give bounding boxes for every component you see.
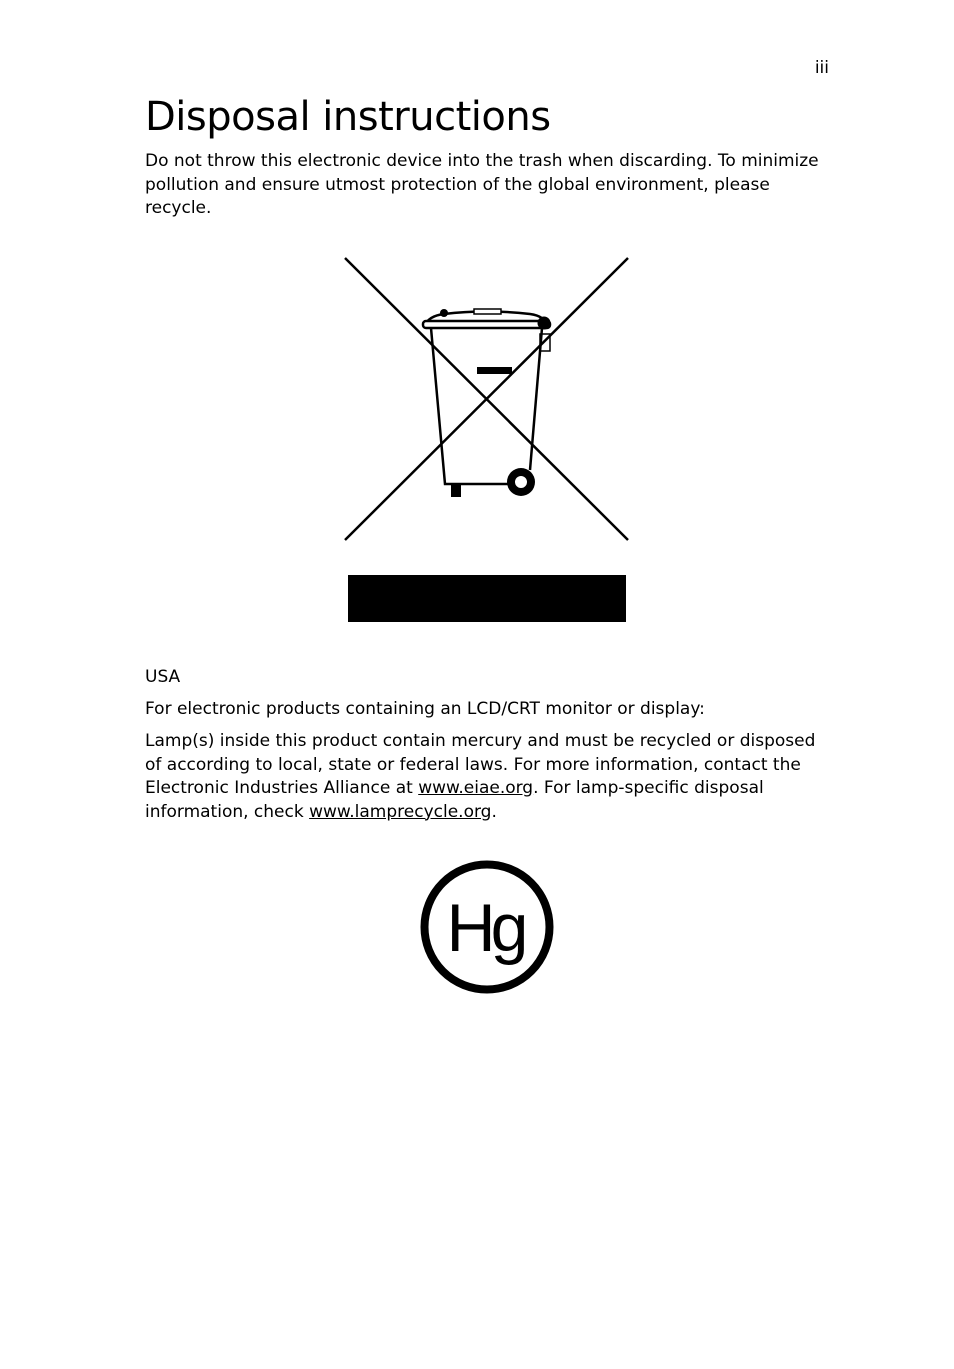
lamp-text-part-3: . bbox=[491, 801, 497, 822]
region-label: USA bbox=[145, 667, 181, 687]
lamp-text-part-2: . For lamp-specific disposal information, check bbox=[145, 778, 764, 822]
mercury-hg-label: Hg bbox=[446, 890, 524, 966]
mercury-hg-icon bbox=[417, 857, 557, 997]
lamp-text-part-1: Lamp(s) inside this product contain mercury and must be recycled or disposed of according to local, state or federal laws. For more information, contact the Electronic Industries Alliance at bbox=[145, 731, 816, 798]
eiae-link[interactable]: www.eiae.org bbox=[418, 778, 534, 798]
mercury-lamp-note bbox=[145, 730, 835, 824]
crossed-out-wheeled-bin-icon bbox=[340, 252, 635, 628]
page-number: iii bbox=[814, 58, 829, 78]
intro-paragraph: Do not throw this electronic device into the trash when discarding. To minimize pollution and ensure utmost protection of the global environment, please recycle. bbox=[145, 151, 819, 218]
lcd-crt-note: For electronic products containing an LCD/CRT monitor or display: bbox=[145, 699, 705, 719]
lamprecycle-link[interactable]: www.lamprecycle.org bbox=[309, 801, 492, 822]
page-title: Disposal instructions bbox=[145, 94, 551, 140]
